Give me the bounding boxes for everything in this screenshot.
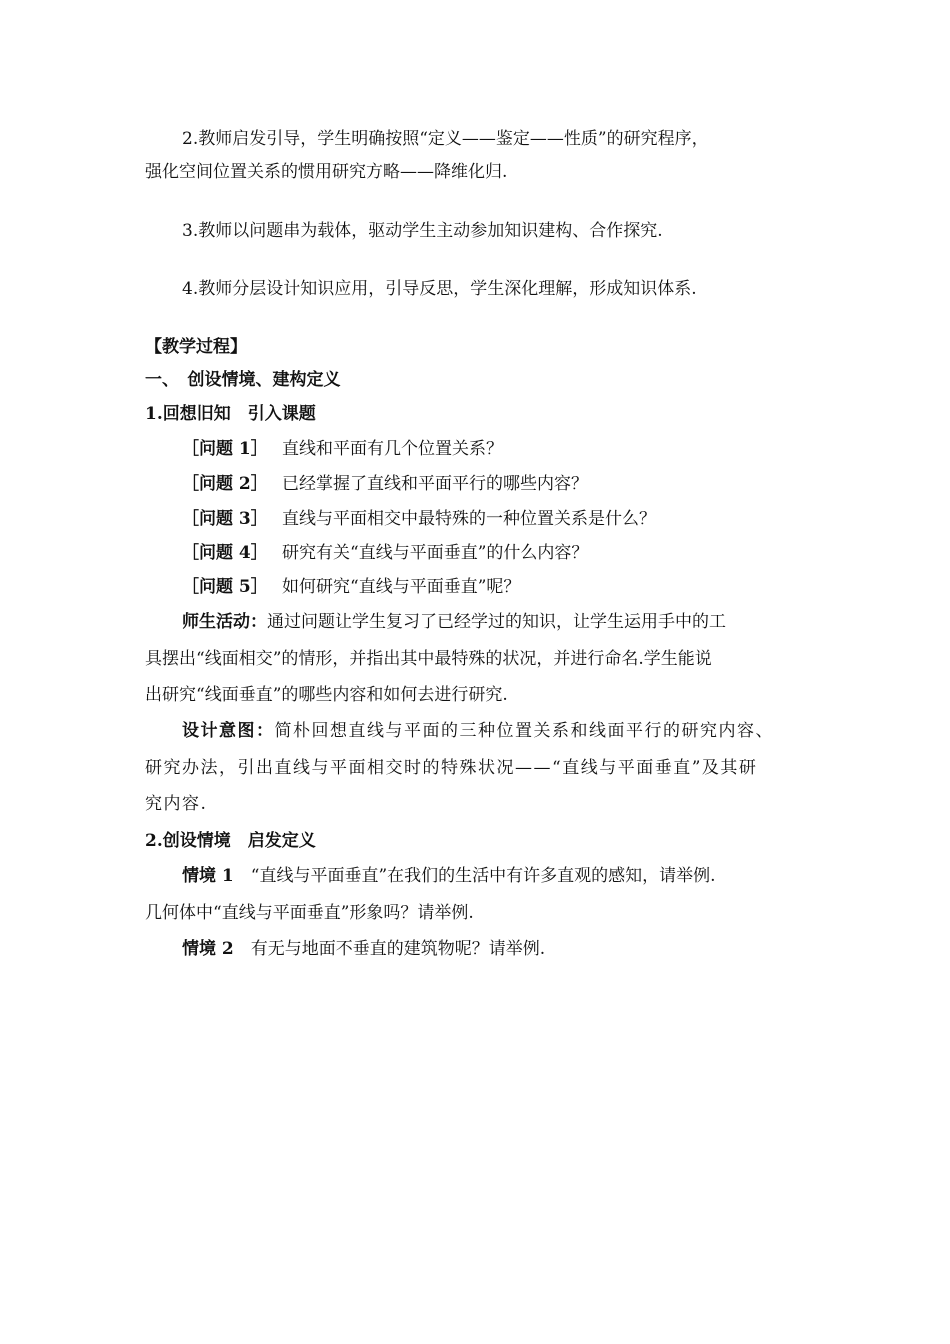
question-3-label: ［问题 3］ bbox=[182, 509, 268, 529]
design-text-1: 简朴回想直线与平面的三种位置关系和线面平行的研究内容、 bbox=[274, 721, 774, 741]
question-2-label: ［问题 2］ bbox=[182, 474, 268, 494]
question-4 bbox=[182, 542, 588, 564]
scene-2-text: 有无与地面不垂直的建筑物呢？请举例. bbox=[250, 939, 546, 959]
intro-item-2-line-1: 2.教师启发引导，学生明确按照“定义——鉴定——性质”的研究程序， bbox=[182, 129, 709, 149]
question-1 bbox=[182, 438, 503, 460]
question-4-label: ［问题 4］ bbox=[182, 543, 268, 563]
question-5-text: 如何研究“直线与平面垂直”呢？ bbox=[282, 577, 521, 597]
scene-2-line bbox=[182, 938, 545, 960]
question-4-text: 研究有关“直线与平面垂直”的什么内容？ bbox=[282, 543, 589, 563]
teaching-process-heading: 【教学过程】 bbox=[145, 337, 247, 357]
scene-1-text-1: “直线与平面垂直”在我们的生活中有许多直观的感知，请举例. bbox=[250, 866, 716, 886]
question-3 bbox=[182, 508, 656, 530]
subsection-1-heading: 1.回想旧知 引入课题 bbox=[145, 404, 316, 424]
activity-label: 师生活动： bbox=[182, 612, 267, 632]
activity-line-2: 具摆出“线面相交”的情形，并指出其中最特殊的状况，并进行命名.学生能说 bbox=[145, 649, 712, 669]
question-1-text: 直线和平面有几个位置关系？ bbox=[282, 439, 503, 459]
question-1-label: ［问题 1］ bbox=[182, 439, 268, 459]
question-5-label: ［问题 5］ bbox=[182, 577, 268, 597]
question-3-text: 直线与平面相交中最特殊的一种位置关系是什么？ bbox=[282, 509, 656, 529]
scene-1-line-2: 几何体中“直线与平面垂直”形象吗？请举例. bbox=[145, 903, 474, 923]
intro-item-3: 3.教师以问题串为载体，驱动学生主动参加知识建构、合作探究. bbox=[182, 221, 663, 241]
question-2 bbox=[182, 473, 588, 495]
scene-1-label: 情境 1 bbox=[182, 866, 234, 886]
scene-2-label: 情境 2 bbox=[182, 939, 234, 959]
design-label: 设计意图： bbox=[182, 721, 275, 741]
activity-line-3: 出研究“线面垂直”的哪些内容和如何去进行研究. bbox=[145, 685, 508, 705]
section-1-heading: 一、 创设情境、建构定义 bbox=[145, 370, 341, 390]
design-line-2: 研究办法，引出直线与平面相交时的特殊状况——“直线与平面垂直”及其研 bbox=[145, 758, 758, 778]
intro-item-2-line-2: 强化空间位置关系的惯用研究方略——降维化归. bbox=[145, 162, 508, 182]
activity-text-1: 通过问题让学生复习了已经学过的知识，让学生运用手中的工 bbox=[267, 612, 726, 632]
design-line-1 bbox=[182, 720, 774, 742]
intro-item-4: 4.教师分层设计知识应用，引导反思，学生深化理解，形成知识体系. bbox=[182, 279, 697, 299]
question-2-text: 已经掌握了直线和平面平行的哪些内容？ bbox=[282, 474, 588, 494]
design-line-3: 究内容. bbox=[145, 794, 208, 814]
activity-line-1 bbox=[182, 611, 726, 633]
scene-1-line-1 bbox=[182, 865, 716, 887]
subsection-2-heading: 2.创设情境 启发定义 bbox=[145, 831, 316, 851]
question-5 bbox=[182, 576, 520, 598]
